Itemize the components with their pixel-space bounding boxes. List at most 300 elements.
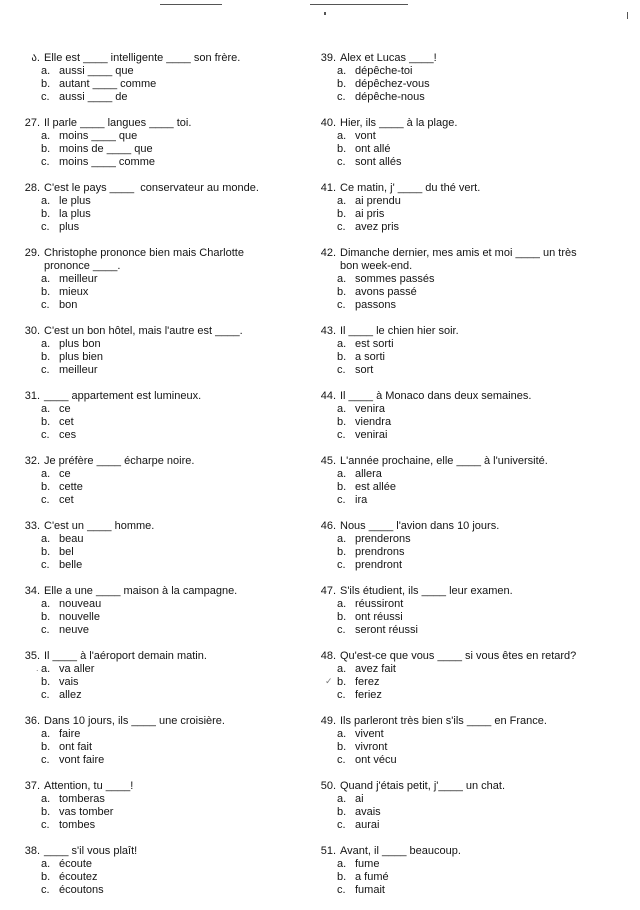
answer-option: [20, 481, 300, 494]
answer-option: [20, 416, 300, 429]
option-letter: c.: [41, 364, 50, 376]
question-row: [20, 325, 300, 338]
option-letter: a.: [41, 273, 51, 285]
question-row: [20, 52, 300, 65]
answer-option: [316, 819, 616, 832]
option-text: ai prendu: [355, 195, 401, 207]
option-text: prendrons: [355, 546, 405, 558]
question-text: Alex et Lucas ____!: [340, 52, 437, 64]
question-text: Qu'est-ce que vous ____ si vous êtes en retard?: [340, 650, 577, 662]
option-letter: c.: [41, 494, 50, 506]
option-text: feriez: [355, 689, 382, 701]
answer-option: [20, 221, 300, 234]
option-text: meilleur: [59, 364, 98, 376]
question-item: [20, 715, 300, 780]
answer-option: [20, 598, 300, 611]
question-number: 37.: [24, 780, 40, 792]
answer-option: [316, 299, 616, 312]
answer-option: [20, 273, 300, 286]
question-item: [20, 520, 300, 585]
answer-option: [316, 689, 616, 702]
option-letter: c.: [337, 299, 346, 311]
question-item: [20, 182, 300, 247]
option-letter: b.: [41, 143, 51, 155]
answer-option: [20, 494, 300, 507]
option-letter: b.: [41, 208, 51, 220]
question-number: 41.: [320, 182, 336, 194]
right-question-column: [316, 52, 616, 910]
option-text: moins ____ comme: [59, 156, 155, 168]
option-letter: b.: [337, 286, 347, 298]
option-letter: a.: [337, 598, 347, 610]
option-letter: c.: [337, 429, 346, 441]
answer-option: [316, 611, 616, 624]
question-number: 33.: [24, 520, 40, 532]
answer-option: [20, 286, 300, 299]
question-item: [20, 117, 300, 182]
option-text: a fumé: [355, 871, 389, 883]
option-text: la plus: [59, 208, 91, 220]
option-letter: b.: [41, 351, 51, 363]
question-number: 50.: [320, 780, 336, 792]
answer-option: [20, 611, 300, 624]
question-row: [20, 455, 300, 468]
question-item: [20, 585, 300, 650]
answer-option: [316, 364, 616, 377]
option-text: avez pris: [355, 221, 400, 233]
scan-mark-right: [627, 12, 628, 19]
option-letter: a.: [337, 65, 347, 77]
question-item: [316, 390, 616, 455]
option-text: dépêche-toi: [355, 65, 413, 77]
question-text: ____ appartement est lumineux.: [44, 390, 202, 402]
question-item: [316, 455, 616, 520]
option-text: nouveau: [59, 598, 102, 610]
option-text: avons passé: [355, 286, 417, 298]
option-letter: c.: [337, 156, 346, 168]
option-letter: a.: [337, 663, 347, 675]
answer-option: [316, 676, 616, 689]
question-item: [316, 780, 616, 845]
answer-option: [316, 741, 616, 754]
option-text: nouvelle: [59, 611, 100, 623]
answer-option: [20, 156, 300, 169]
question-text: Attention, tu ____!: [44, 780, 134, 792]
answer-option: [20, 338, 300, 351]
question-row: [316, 52, 616, 65]
option-text: avez fait: [355, 663, 396, 675]
page-top-marks: [0, 0, 640, 20]
answer-option: [316, 858, 616, 871]
option-text: allera: [355, 468, 382, 480]
question-row: [20, 117, 300, 130]
question-row: [20, 780, 300, 793]
option-text: bon: [59, 299, 78, 311]
option-letter: a.: [337, 130, 347, 142]
option-text: réussiront: [355, 598, 404, 610]
option-text: neuve: [59, 624, 89, 636]
option-letter: b.: [337, 546, 347, 558]
question-item: [316, 325, 616, 390]
question-item: [316, 247, 616, 325]
question-number: 40.: [320, 117, 336, 129]
option-letter: b.: [41, 416, 51, 428]
answer-option: [316, 338, 616, 351]
answer-option: [20, 559, 300, 572]
option-letter: a.: [337, 273, 347, 285]
option-text: prenderons: [355, 533, 411, 545]
question-text: Dans 10 jours, ils ____ une croisière.: [44, 715, 225, 727]
answer-option: [316, 156, 616, 169]
option-letter: c.: [337, 91, 346, 103]
answer-option: [20, 728, 300, 741]
answer-option: [316, 221, 616, 234]
question-item: [316, 117, 616, 182]
option-text: vivent: [355, 728, 384, 740]
option-letter: a.: [41, 858, 51, 870]
option-text: fumait: [355, 884, 385, 896]
option-letter: c.: [41, 689, 50, 701]
answer-option: [316, 494, 616, 507]
option-letter: a.: [41, 65, 51, 77]
answer-option: [316, 793, 616, 806]
option-text: dépêche-nous: [355, 91, 425, 103]
question-text: Elle a une ____ maison à la campagne.: [44, 585, 238, 597]
question-item: [316, 845, 616, 910]
option-text: ces: [59, 429, 77, 441]
question-number: 47.: [320, 585, 336, 597]
question-row: [20, 715, 300, 728]
option-text: plus bien: [59, 351, 104, 363]
left-question-column: [20, 52, 300, 910]
answer-option: [316, 546, 616, 559]
question-text: Christophe prononce bien mais Charlotte prononce ____.: [44, 247, 244, 272]
option-text: cette: [59, 481, 83, 493]
option-letter: c.: [41, 884, 50, 896]
option-letter: c.: [41, 819, 50, 831]
answer-option: [316, 533, 616, 546]
question-row: [316, 390, 616, 403]
question-number: 36.: [24, 715, 40, 727]
option-text: moins ____ que: [59, 130, 138, 142]
option-letter: a.: [41, 338, 51, 350]
question-number: 46.: [320, 520, 336, 532]
scan-speck: ✓: [325, 676, 333, 686]
option-letter: a.: [41, 195, 51, 207]
option-letter: b.: [337, 416, 347, 428]
answer-option: [20, 884, 300, 897]
answer-option: [316, 598, 616, 611]
answer-option: [316, 195, 616, 208]
option-letter: a.: [337, 858, 347, 870]
option-letter: b.: [337, 871, 347, 883]
option-letter: b.: [337, 143, 347, 155]
option-text: dépêchez-vous: [355, 78, 430, 90]
question-item: [20, 455, 300, 520]
answer-option: [20, 676, 300, 689]
question-item: [20, 325, 300, 390]
option-text: cet: [59, 494, 74, 506]
option-letter: b.: [41, 481, 51, 493]
option-letter: b.: [337, 481, 347, 493]
option-letter: a.: [41, 598, 51, 610]
option-letter: c.: [41, 299, 50, 311]
question-row: [316, 247, 616, 273]
option-text: fume: [355, 858, 380, 870]
option-letter: b.: [41, 806, 51, 818]
option-text: va aller: [59, 663, 95, 675]
question-number: 43.: [320, 325, 336, 337]
question-number: 29.: [24, 247, 40, 259]
option-text: écoutons: [59, 884, 104, 896]
question-number: 35.: [24, 650, 40, 662]
option-letter: c.: [337, 819, 346, 831]
question-row: [316, 845, 616, 858]
answer-option: [316, 143, 616, 156]
answer-option: [316, 78, 616, 91]
answer-option: [316, 663, 616, 676]
answer-option: [20, 533, 300, 546]
option-text: cet: [59, 416, 74, 428]
answer-option: [20, 403, 300, 416]
question-row: [20, 520, 300, 533]
question-text: C'est un ____ homme.: [44, 520, 155, 532]
question-item: [316, 520, 616, 585]
question-row: [316, 780, 616, 793]
question-number: 28.: [24, 182, 40, 194]
option-text: est sorti: [355, 338, 394, 350]
option-text: ai: [355, 793, 364, 805]
option-text: ce: [59, 468, 71, 480]
question-text: C'est le pays ____ conservateur au monde.: [44, 182, 259, 194]
option-text: a sorti: [355, 351, 385, 363]
option-text: sommes passés: [355, 273, 435, 285]
option-letter: b.: [41, 611, 51, 623]
option-text: ai pris: [355, 208, 385, 220]
question-item: [20, 247, 300, 325]
answer-option: [316, 208, 616, 221]
option-letter: c.: [337, 624, 346, 636]
question-row: [20, 650, 300, 663]
option-letter: c.: [41, 221, 50, 233]
answer-option: [20, 130, 300, 143]
question-row: [316, 715, 616, 728]
answer-option: [20, 208, 300, 221]
question-number: 42.: [320, 247, 336, 259]
question-item: [316, 650, 616, 715]
question-number: 38.: [24, 845, 40, 857]
option-letter: b.: [41, 741, 51, 753]
option-text: prendront: [355, 559, 403, 571]
question-number: 27.: [24, 117, 40, 129]
question-row: [316, 585, 616, 598]
question-text: ____ s'il vous plaît!: [44, 845, 138, 857]
question-row: [20, 585, 300, 598]
option-text: aussi ____ que: [59, 65, 134, 77]
option-text: passons: [355, 299, 396, 311]
question-number: 45.: [320, 455, 336, 467]
answer-option: [316, 624, 616, 637]
question-text: Je préfère ____ écharpe noire.: [44, 455, 195, 467]
option-letter: b.: [41, 78, 51, 90]
answer-option: [20, 689, 300, 702]
question-item: [316, 715, 616, 780]
question-item: [20, 52, 300, 117]
option-text: tombes: [59, 819, 96, 831]
option-text: sort: [355, 364, 374, 376]
option-letter: a.: [337, 793, 347, 805]
option-letter: a.: [337, 533, 347, 545]
option-text: venirai: [355, 429, 388, 441]
scan-mark-center: [310, 4, 408, 5]
answer-option: [316, 130, 616, 143]
answer-option: [20, 793, 300, 806]
question-number: 34.: [24, 585, 40, 597]
question-number: 51.: [320, 845, 336, 857]
option-letter: a.: [41, 403, 51, 415]
option-letter: a.: [337, 728, 347, 740]
answer-option: [316, 468, 616, 481]
answer-option: [20, 858, 300, 871]
option-text: moins de ____ que: [59, 143, 153, 155]
question-row: [20, 247, 300, 273]
option-text: bel: [59, 546, 74, 558]
option-text: plus bon: [59, 338, 101, 350]
option-letter: c.: [41, 624, 50, 636]
question-item: [316, 52, 616, 117]
option-text: beau: [59, 533, 84, 545]
question-number: 49.: [320, 715, 336, 727]
option-letter: a.: [41, 468, 51, 480]
answer-option: [20, 819, 300, 832]
question-row: [316, 520, 616, 533]
option-text: mieux: [59, 286, 89, 298]
question-row: [316, 650, 616, 663]
option-letter: c.: [41, 754, 50, 766]
option-letter: a.: [337, 338, 347, 350]
question-row: [20, 845, 300, 858]
option-letter: c.: [41, 429, 50, 441]
answer-option: [316, 806, 616, 819]
question-row: [20, 390, 300, 403]
question-text: Hier, ils ____ à la plage.: [340, 117, 458, 129]
option-text: le plus: [59, 195, 91, 207]
option-text: ont réussi: [355, 611, 403, 623]
option-letter: a.: [41, 130, 51, 142]
option-text: ce: [59, 403, 71, 415]
question-item: [20, 845, 300, 910]
answer-option: [316, 884, 616, 897]
option-letter: c.: [337, 884, 346, 896]
option-text: aussi ____ de: [59, 91, 128, 103]
question-row: [316, 182, 616, 195]
option-letter: b.: [41, 871, 51, 883]
option-text: vont faire: [59, 754, 105, 766]
scan-speck: .: [36, 663, 39, 673]
answer-option: [20, 351, 300, 364]
option-text: viendra: [355, 416, 392, 428]
option-text: écoute: [59, 858, 93, 870]
answer-option: [316, 403, 616, 416]
option-letter: a.: [337, 403, 347, 415]
option-letter: b.: [337, 351, 347, 363]
option-text: ont fait: [59, 741, 93, 753]
question-item: [316, 182, 616, 247]
option-text: vont: [355, 130, 376, 142]
question-text: Ce matin, j' ____ du thé vert.: [340, 182, 481, 194]
question-text: Quand j'étais petit, j'____ un chat.: [340, 780, 506, 792]
option-letter: b.: [337, 806, 347, 818]
answer-option: [316, 65, 616, 78]
option-letter: a.: [337, 468, 347, 480]
option-letter: a.: [41, 793, 51, 805]
option-text: allez: [59, 689, 82, 701]
question-text: Dimanche dernier, mes amis et moi ____ un très bon week-end.: [340, 247, 577, 272]
question-item: [20, 780, 300, 845]
option-text: est allée: [355, 481, 396, 493]
answer-option: [316, 728, 616, 741]
scan-mark-dot: [324, 12, 326, 15]
question-text: S'ils étudient, ils ____ leur examen.: [340, 585, 513, 597]
answer-option: [20, 741, 300, 754]
answer-option: [20, 429, 300, 442]
option-text: sont allés: [355, 156, 402, 168]
answer-option: [316, 416, 616, 429]
question-text: Il parle ____ langues ____ toi.: [44, 117, 192, 129]
question-item: [316, 585, 616, 650]
option-text: venira: [355, 403, 385, 415]
option-text: seront réussi: [355, 624, 418, 636]
option-letter: b.: [337, 676, 347, 688]
question-number: 32.: [24, 455, 40, 467]
option-text: vais: [59, 676, 79, 688]
question-item: [20, 390, 300, 455]
answer-option: [20, 78, 300, 91]
answer-option: [20, 546, 300, 559]
option-letter: c.: [41, 91, 50, 103]
option-text: faire: [59, 728, 81, 740]
answer-option: [20, 195, 300, 208]
question-number: 31.: [24, 390, 40, 402]
option-text: plus: [59, 221, 80, 233]
answer-option: [316, 871, 616, 884]
answer-option: [316, 286, 616, 299]
question-text: Il ____ le chien hier soir.: [340, 325, 459, 337]
option-letter: c.: [337, 689, 346, 701]
question-row: [316, 325, 616, 338]
question-row: [316, 117, 616, 130]
option-text: aurai: [355, 819, 380, 831]
answer-option: [316, 754, 616, 767]
option-letter: a.: [41, 533, 51, 545]
answer-option: [20, 754, 300, 767]
option-text: ferez: [355, 676, 380, 688]
answer-option: [20, 143, 300, 156]
option-text: autant ____ comme: [59, 78, 157, 90]
question-row: [20, 182, 300, 195]
option-text: belle: [59, 559, 83, 571]
answer-option: [316, 429, 616, 442]
option-letter: b.: [337, 741, 347, 753]
question-number: 39.: [320, 52, 336, 64]
option-letter: c.: [337, 364, 346, 376]
answer-option: [316, 481, 616, 494]
question-text: Ils parleront très bien s'ils ____ en France.: [340, 715, 547, 727]
answer-option: [20, 624, 300, 637]
option-text: vas tomber: [59, 806, 114, 818]
option-letter: b.: [337, 208, 347, 220]
option-text: avais: [355, 806, 381, 818]
